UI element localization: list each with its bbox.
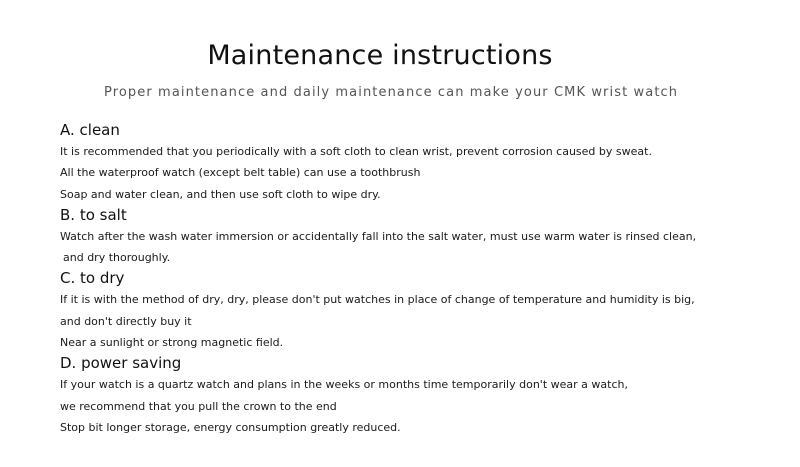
section-clean <box>60 120 790 205</box>
section-heading: D. power saving <box>60 354 182 373</box>
section-line: Soap and water clean, and then use soft cloth to wipe dry. <box>60 187 381 201</box>
section-line: All the waterproof watch (except belt table) can use a toothbrush <box>60 166 421 180</box>
section-heading: C. to dry <box>60 269 125 288</box>
section-line: we recommend that you pull the crown to the end <box>60 399 337 413</box>
section-line: and dry thoroughly. <box>63 251 171 265</box>
page-title: Maintenance instructions <box>207 40 553 71</box>
section-line: If your watch is a quartz watch and plans in the weeks or months time temporarily don't wear a watch, <box>60 378 628 392</box>
section-power-saving <box>60 353 790 438</box>
instructions-body <box>60 120 790 438</box>
section-line: Watch after the wash water immersion or accidentally fall into the salt water, must use warm water is rinsed clean, <box>60 229 697 243</box>
page-subtitle: Proper maintenance and daily maintenance can make your CMK wrist watch <box>104 85 679 100</box>
section-line: and don't directly buy it <box>60 314 192 328</box>
section-line: Near a sunlight or strong magnetic field. <box>60 336 284 350</box>
section-line: If it is with the method of dry, dry, please don't put watches in place of change of temperature and humidity is big, <box>60 293 695 307</box>
section-heading: A. clean <box>60 121 120 139</box>
section-to-dry <box>60 268 790 353</box>
section-heading: B. to salt <box>60 205 127 224</box>
section-line: Stop bit longer storage, energy consumption greatly reduced. <box>60 420 401 434</box>
section-to-salt <box>60 205 790 269</box>
section-line: It is recommended that you periodically with a soft cloth to clean wrist, prevent corrosion caused by sweat. <box>60 145 652 158</box>
